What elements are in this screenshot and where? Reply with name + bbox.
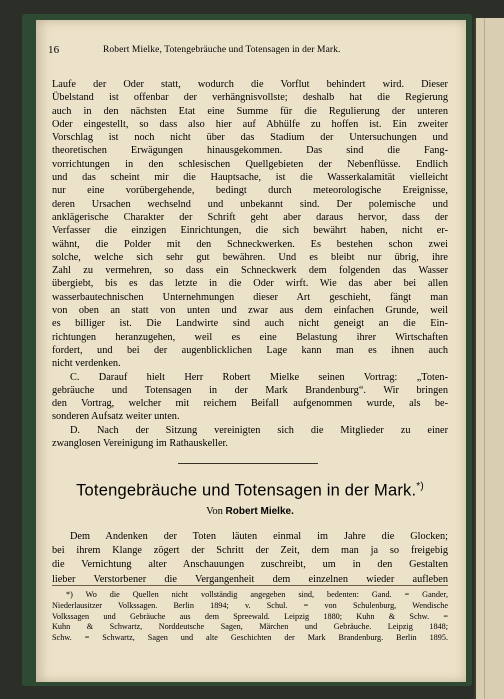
text-line: und das scheint mir die Hauptsache, ist die Wasserkalamität vielleicht [52, 172, 448, 184]
text-line: D. Nach der Sitzung vereinigten sich die Mitglieder zu einer [70, 424, 448, 436]
running-title: Robert Mielke, Totengebräuche und Totensagen in der Mark. [103, 45, 341, 55]
text-line: sonderen Aufsatz weiter unten. [52, 411, 180, 423]
text-line: vorrichtungen in den schlesischen Quellgebieten der Nebenflüsse. Endlich [52, 158, 448, 170]
text-line: richtungen heranzugehen, weil es eine Belastung ihrer Wirtschaften [52, 331, 448, 343]
text-line: wähnt, die Polder mit den Schneckwerken. Es bestehen schon zwei [52, 238, 448, 250]
text-line: lieber Verstorbener die Vergangenheit dem einzelnen wieder aufleben [52, 573, 448, 585]
text-line: auch in den nächsten Etat eine Summe für die Regulierung der unteren [52, 105, 448, 117]
byline [52, 506, 448, 517]
text-line: solche, welche sich sehr gut bewähren. Und es bleibt nur übrig, ihre [52, 251, 448, 263]
text-line: Verfasser die einzigen Einrichtungen, die sich bewährt haben, nicht er- [52, 225, 448, 237]
text-line: wasserbautechnischen Unternehmungen dieser Art geschieht, fängt man [52, 291, 448, 303]
text-line: anklägerische Charakter der Schrift geht aber daraus hervor, dass der [52, 211, 448, 223]
text-line: Übelstand ist offenbar der verhängnisvollste; deshalb hat die Regierung [52, 92, 448, 104]
footnote-line: Volkssagen und Gebräuche aus dem Spreewald. Leipzig 1880; Kuhn & Schw. = [52, 611, 448, 621]
footnote-marker: *) [416, 481, 424, 492]
text-line: von oben an statt von unten und zwar aus dem einfachen Grunde, weil [52, 305, 448, 317]
footnote [52, 590, 448, 644]
text-line: zwanglosen Vereinigung im Rathauskeller. [52, 438, 228, 450]
text-line: nicht verdenken. [52, 358, 121, 370]
text-line: gebräuche und Totensagen in der Mark Brandenburg“. Wir bringen [52, 384, 448, 396]
section-divider [178, 463, 318, 464]
text-line: bei ihrem Klange zögert der Schritt der Zeit, dem man ja so freigebig [52, 545, 448, 557]
text-line: übergiebt, bis es das letzte in die Oder wirft. Wie das aber bei allen [52, 278, 448, 290]
facing-page-edge [474, 18, 504, 699]
footnote-line: Schw. = Schwartz, Sagen und alte Geschichten der Mark Brandenburg. Berlin 1895. [52, 633, 448, 643]
page-number: 16 [48, 44, 60, 56]
article-title [52, 481, 448, 501]
footnote-line: *) Wo die Quellen nicht vollständig angegeben sind, bedenten: Gand. = Gander, [66, 590, 448, 599]
text-line: den Vortrag, welcher mit reichem Beifall aufgenommen wurde, als be- [52, 398, 448, 410]
footnote-line: Kuhn & Schwartz, Norddeutsche Sagen, Märchen und Gebräuche. Leipzig 1848; [52, 622, 448, 632]
footnote-rule [52, 585, 448, 586]
text-line: C. Darauf hielt Herr Robert Mielke seinen Vortrag: „Toten- [70, 371, 448, 383]
text-line: Laufe der Oder statt, wodurch die Vorflut behindert wird. Dieser [52, 79, 448, 90]
text-line: Dem Andenken der Toten läuten einmal im Jahre die Glocken; [70, 531, 448, 542]
body-text [52, 78, 448, 450]
text-line: theoretischen Erwägungen hinausgekommen. Das sind die Fang- [52, 145, 448, 157]
text-line: es billiger ist. Die Landwirte sind auch nicht geneigt an die Ein- [52, 318, 448, 330]
text-line: fordert, und bei der augenblicklichen Lage kann man es ihnen auch [52, 344, 448, 356]
author-name: Robert Mielke. [225, 506, 294, 517]
article-text [52, 530, 448, 587]
text-line: Zahl zu vermehren, so dass ein Schneckwerk dem folgenden das Wasser [52, 265, 448, 277]
text-line: Vorschlag ist noch nicht über das Stadium der Untersuchungen und [52, 132, 448, 144]
text-line: nur eine vorübergehende, bedingt durch meteorologische Ereignisse, [52, 185, 448, 197]
article-title-text: Totengebräuche und Totensagen in der Mark. [76, 481, 417, 500]
footnote-line: Niederlausitzer Volkssagen. Berlin 1894; v. Schul. = von Schulenburg, Wendische [52, 600, 448, 610]
text-line: die Vernichtung alter Anschauungen zuschreibt, um in den Gestalten [52, 559, 448, 571]
text-line: deren Ursachen wechselnd und unbekannt sind. Der polemische und [52, 198, 448, 210]
byline-prefix: Von [206, 506, 223, 517]
text-line: Oder eingestellt, so dass also hier auf Abhülfe zu hoffen ist. Ein zweiter [52, 118, 448, 130]
